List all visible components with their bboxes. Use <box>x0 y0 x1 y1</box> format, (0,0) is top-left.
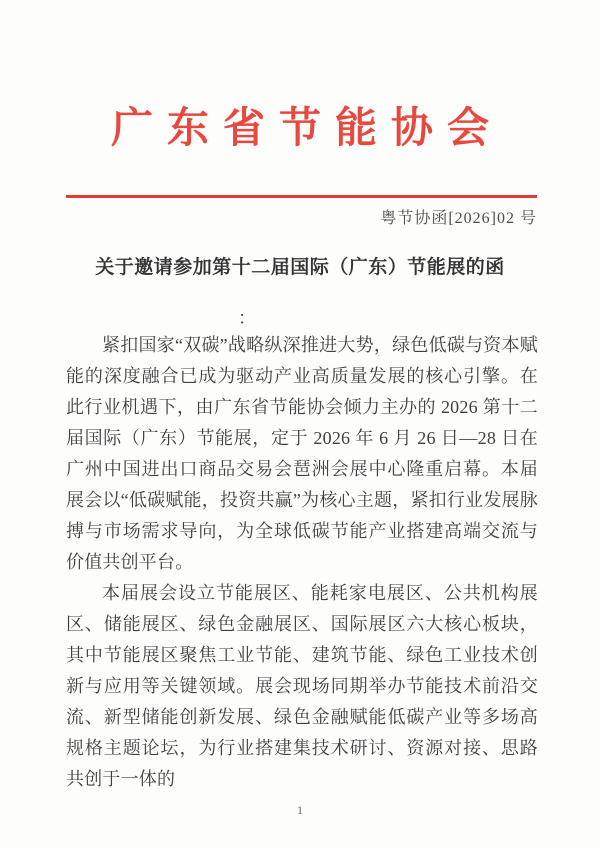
letterhead-title: 广东省节能协会 <box>110 106 503 152</box>
body-paragraph: 紧扣国家“双碳”战略纵深推进大势，绿色低碳与资本赋能的深度融合已成为驱动产业高质量发展的核心引擎。在此行业机遇下，由广东省节能协会倾力主办的 2026 第十二届国际（广东）节能展，定于 2026 年 6 月 26 日—28 日在广州中国进出口商品交易会琶洲会展中心隆重启幕。本届展会以“低碳赋能，投资共赢”为核心主题，紧扣行业发展脉搏与市场需求导向，为全球低碳节能产业搭建高端交流与价值共创平台。 <box>66 335 538 572</box>
body-paragraph: 本届展会设立节能展区、能耗家电展区、公共机构展区、储能展区、绿色金融展区、国际展区六大核心板块，其中节能展区聚焦工业节能、建筑节能、绿色工业技术创新与应用等关键领域。展会现场同期举办节能技术前沿交流、新型储能创新发展、绿色金融赋能低碳产业等多场高规格主题论坛，为行业搭建集技术研讨、资源对接、思路共创于一体的 <box>66 583 538 789</box>
page-number: 1 <box>297 803 303 817</box>
document-title: 关于邀请参加第十二届国际（广东）节能展的函 <box>95 257 505 278</box>
document-number: 粤节协函[2026]02 号 <box>380 210 537 227</box>
letterhead-rule <box>66 195 537 198</box>
salutation-colon: ： <box>238 308 256 328</box>
document-body <box>66 330 538 795</box>
